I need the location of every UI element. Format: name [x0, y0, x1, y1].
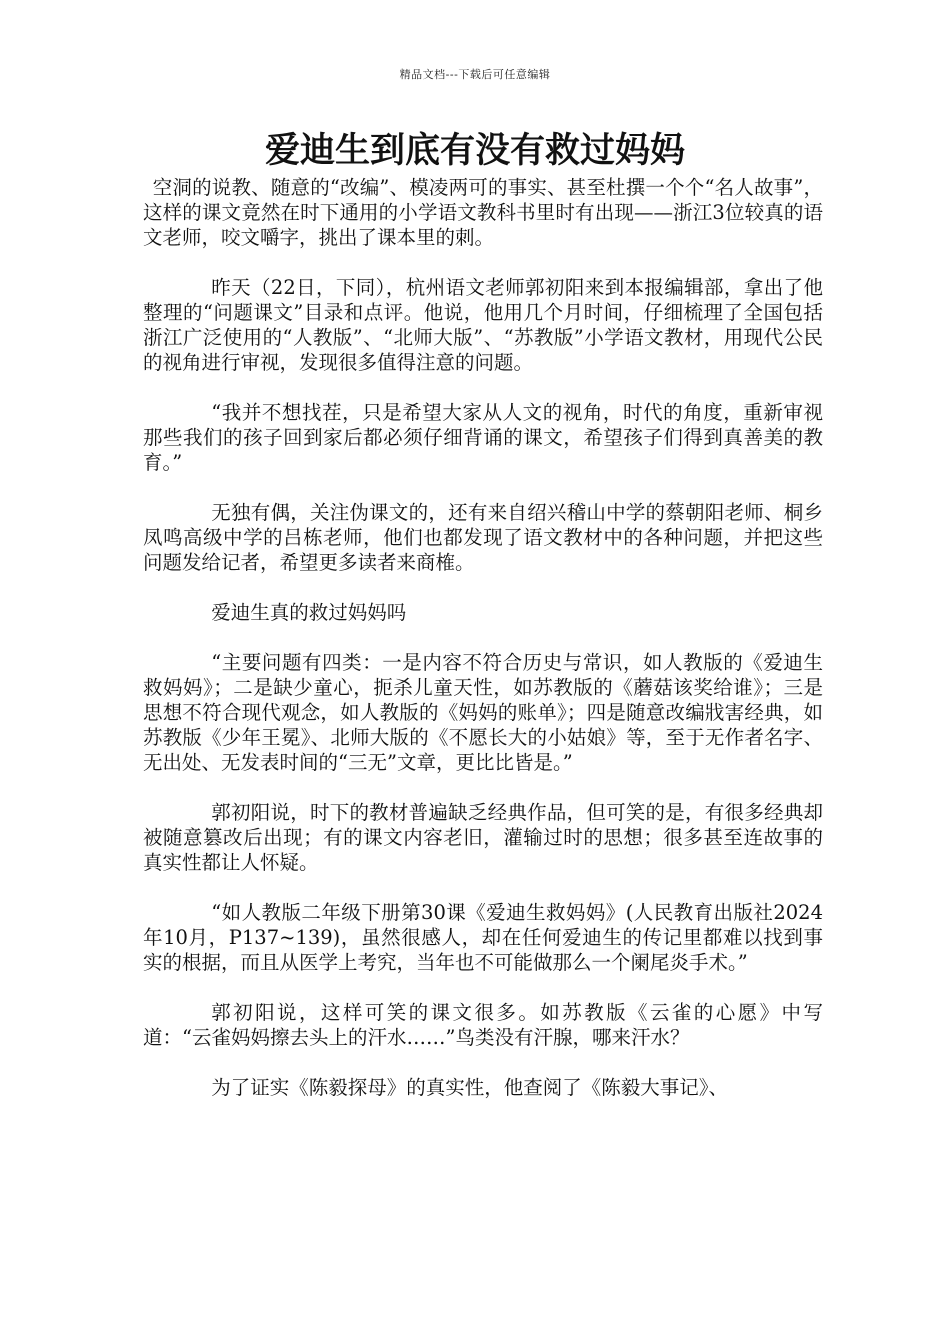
section-heading: 爱迪生真的救过妈妈吗 — [211, 601, 407, 624]
lead-paragraph: 空洞的说教、随意的“改编”、模凌两可的事实、甚至杜撰一个个“名人故事”，这样的课文竟然在时下通用的小学语文教科书里时有出现——浙江3位较真的语文老师，咬文嚼字，挑出了课本里的刺。 — [143, 176, 823, 249]
paragraph: “如人教版二年级下册第30课《爱迪生救妈妈》(人民教育出版社2024年10月，P137~139)，虽然很感人，却在任何爱迪生的传记里都难以找到事实的根据，而且从医学上考究，当年也不可能做那么一个阑尾炎手术。” — [143, 901, 823, 974]
article-title: 爱迪生到底有没有救过妈妈 — [264, 130, 685, 171]
article-body — [143, 175, 823, 1125]
paragraph: 郭初阳说，这样可笑的课文很多。如苏教版《云雀的心愿》中写道：“云雀妈妈擦去头上的汗水……”鸟类没有汗腺，哪来汗水？ — [143, 1001, 823, 1049]
paragraph: “我并不想找茬，只是希望大家从人文的视角，时代的角度，重新审视那些我们的孩子回到家后都必须仔细背诵的课文，希望孩子们得到真善美的教育。” — [143, 401, 823, 474]
paragraph: 无独有偶，关注伪课文的，还有来自绍兴稽山中学的蔡朝阳老师、桐乡凤鸣高级中学的吕栋老师，他们也都发现了语文教材中的各种问题，并把这些问题发给记者，希望更多读者来商榷。 — [143, 501, 823, 574]
paragraph: “主要问题有四类：一是内容不符合历史与常识，如人教版的《爱迪生救妈妈》；二是缺少童心，扼杀儿童天性，如苏教版的《蘑菇该奖给谁》；三是思想不符合现代观念，如人教版的《妈妈的账单》；四是随意改编戕害经典，如苏教版《少年王冕》、北师大版的《不愿长大的小姑娘》等，至于无作者名字、无出处、无发表时间的“三无”文章，更比比皆是。” — [143, 651, 823, 774]
page-header: 精品文档---下载后可任意编辑 — [399, 68, 551, 81]
paragraph: 为了证实《陈毅探母》的真实性，他查阅了《陈毅大事记》、 — [211, 1076, 729, 1099]
paragraph: 郭初阳说，时下的教材普遍缺乏经典作品，但可笑的是，有很多经典却被随意篡改后出现；有的课文内容老旧，灌输过时的思想；很多甚至连故事的真实性都让人怀疑。 — [143, 801, 823, 874]
paragraph: 昨天（22日，下同），杭州语文老师郭初阳来到本报编辑部，拿出了他整理的“问题课文”目录和点评。他说，他用几个月时间，仔细梳理了全国包括浙江广泛使用的“人教版”、“北师大版”、“苏教版”小学语文教材，用现代公民的视角进行审视，发现很多值得注意的问题。 — [143, 276, 823, 374]
